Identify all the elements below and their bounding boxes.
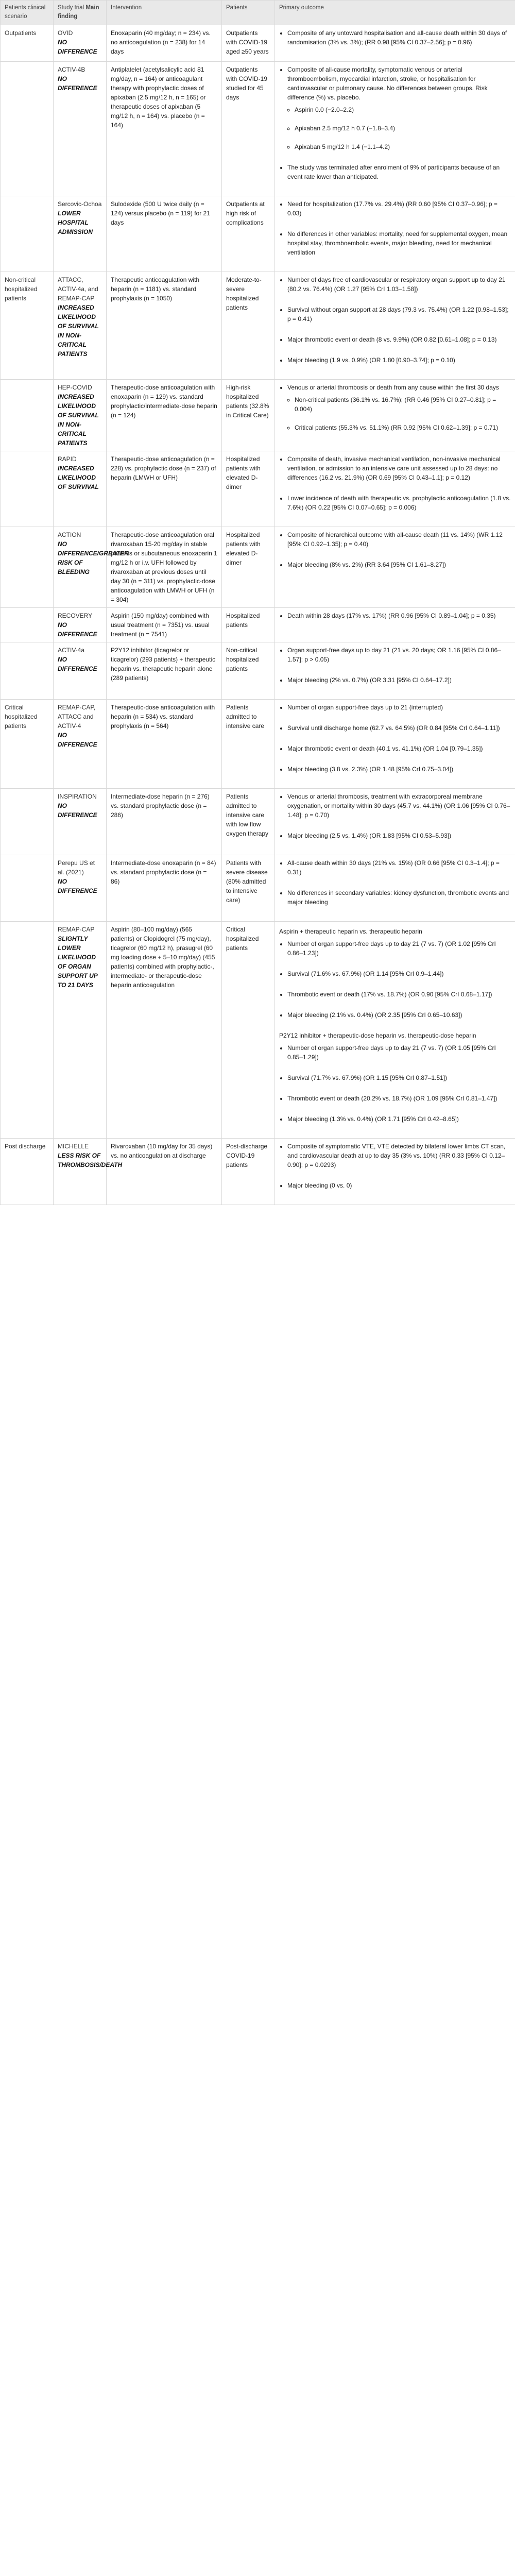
outcome-list bbox=[279, 65, 511, 181]
study-cell bbox=[54, 379, 107, 451]
study-name: OVID bbox=[58, 29, 73, 37]
scenario-cell bbox=[1, 527, 54, 607]
study-name: HEP-COVID bbox=[58, 383, 92, 391]
outcome-list bbox=[279, 28, 511, 47]
main-finding: INCREASED LIKELIHOOD OF SURVIVAL IN NON-CRITICAL PATIENTS bbox=[58, 303, 99, 358]
intervention-cell: Aspirin (150 mg/day) combined with usual treatment (n = 7351) vs. usual treatment (n = 7541) bbox=[107, 607, 222, 642]
outcome-item: • Number of organ support-free days up to 21 (interrupted) bbox=[287, 703, 511, 712]
outcome-sublist bbox=[287, 105, 511, 151]
outcome-item: • Major thrombotic event or death (8 vs. 9.9%) (OR 0.82 [0.61–1.08]; p = 0.13) bbox=[287, 335, 511, 344]
outcome-cell bbox=[275, 379, 515, 451]
study-cell bbox=[54, 451, 107, 527]
scenario-cell: Outpatients bbox=[1, 25, 54, 61]
study-cell bbox=[54, 607, 107, 642]
patients-cell: Hospitalized patients with elevated D-dimer bbox=[222, 527, 275, 607]
outcome-item: • Major bleeding (1.3% vs. 0.4%) (OR 1.71 [95% CrI 0.42–8.65]) bbox=[287, 1114, 511, 1124]
intervention-cell: Antiplatelet (acetylsalicylic acid 81 mg/day, n = 164) or anticoagulant therapy with prophylactic doses of apixaban (2.5 mg/12 h, n = 165) or therapeutic doses of apixaban (5 mg/12 h, n = 164) vs. placebo (n = 164) bbox=[107, 61, 222, 196]
patients-cell: Non-critical hospitalized patients bbox=[222, 642, 275, 699]
outcome-item: • Number of organ support-free days up to day 21 (7 vs. 7) (OR 1.02 [95% CrI 0.86–1.23]) bbox=[287, 939, 511, 958]
table-body bbox=[1, 25, 515, 1205]
study-cell bbox=[54, 527, 129, 607]
patients-cell: Outpatients with COVID-19 studied for 45 days bbox=[222, 61, 275, 196]
intervention-cell: Aspirin (80–100 mg/day) (565 patients) or Clopidogrel (75 mg/day), ticagrelor (60 mg/12 h), prasugrel (60 mg loading dose + 5–10 mg/day) (455 patients) combined with prophylactic-, intermediate- or therapeutic-dose heparin anticoagulation bbox=[107, 921, 222, 1138]
outcome-cell bbox=[275, 642, 515, 699]
outcome-cell bbox=[275, 855, 515, 921]
outcome-subitem: ◦ Non-critical patients (36.1% vs. 16.7%); (RR 0.46 [95% CI 0.27–0.81]; p = 0.004) bbox=[295, 395, 511, 414]
outcome-item: • Major bleeding (3.8 vs. 2.3%) (OR 1.48 [95% CrI 0.75–3.04]) bbox=[287, 765, 511, 774]
outcome-cell bbox=[275, 272, 515, 379]
outcome-item: • All-cause death within 30 days (21% vs. 15%) (OR 0.66 [95% CI 0.3–1.4]; p = 0.31) bbox=[287, 858, 511, 877]
intervention-cell: P2Y12 inhibitor (ticagrelor or ticagrelor) (293 patients) + therapeutic heparin vs. therapeutic heparin alone (289 patients) bbox=[107, 642, 222, 699]
patients-cell: Patients admitted to intensive care bbox=[222, 699, 275, 788]
table-row bbox=[1, 921, 515, 1138]
intervention-cell: Therapeutic-dose anticoagulation with enoxaparin (n = 129) vs. standard prophylactic/intermediate-dose heparin (n = 124) bbox=[107, 379, 222, 451]
study-cell bbox=[54, 921, 107, 1138]
table-header-row bbox=[1, 1, 515, 25]
outcome-list bbox=[279, 1142, 511, 1190]
intervention-cell: Sulodexide (500 U twice daily (n = 124) versus placebo (n = 119) for 21 days bbox=[107, 196, 222, 272]
study-name: ATTACC, ACTIV-4a, and REMAP-CAP bbox=[58, 276, 98, 302]
study-cell bbox=[54, 25, 107, 61]
scenario-cell bbox=[1, 451, 54, 527]
outcome-item: • Number of organ support-free days up to day 21 (7 vs. 7) (OR 1.05 [95% CrI 0.85–1.29]) bbox=[287, 1043, 511, 1062]
outcome-list bbox=[279, 646, 511, 685]
study-name: RECOVERY bbox=[58, 612, 93, 619]
main-finding: NO DIFFERENCE bbox=[58, 655, 97, 672]
patients-cell: Patients with severe disease (80% admitted to intensive care) bbox=[222, 855, 275, 921]
patients-cell: Critical hospitalized patients bbox=[222, 921, 275, 1138]
outcome-item: • Lower incidence of death with therapeutic vs. prophylactic anticoagulation (1.8 vs. 7.6%) (OR 0.22 [95% CI 0.07–0.65]; p = 0.006) bbox=[287, 494, 511, 512]
outcome-item: • Major bleeding (2.1% vs. 0.4%) (OR 2.35 [95% CrI 0.65–10.63]) bbox=[287, 1010, 511, 1020]
study-name: ACTION bbox=[58, 531, 81, 538]
main-finding: NO DIFFERENCE bbox=[58, 38, 97, 55]
patients-cell: Hospitalized patients bbox=[222, 607, 275, 642]
main-finding: INCREASED LIKELIHOOD OF SURVIVAL bbox=[58, 464, 99, 490]
study-name: REMAP-CAP, ATTACC and ACTIV-4 bbox=[58, 703, 96, 730]
table-row bbox=[1, 196, 515, 272]
outcome-subitem: ◦ Apixaban 2.5 mg/12 h 0.7 (−1.8–3.4) bbox=[295, 124, 511, 133]
outcome-subitem: ◦ Aspirin 0.0 (−2.0–2.2) bbox=[295, 105, 511, 114]
patients-cell: Post-discharge COVID-19 patients bbox=[222, 1138, 275, 1205]
scenario-cell bbox=[1, 921, 54, 1138]
outcome-cell bbox=[275, 451, 515, 527]
scenario-cell bbox=[1, 607, 54, 642]
outcome-item: • The study was terminated after enrolment of 9% of participants because of an event rate lower than anticipated. bbox=[287, 163, 511, 181]
main-finding: SLIGHTLY LOWER LIKELIHOOD OF ORGAN SUPPORT UP TO 21 DAYS bbox=[58, 935, 98, 989]
outcome-item: • Venous or arterial thrombosis, treatment with extracorporeal membrane oxygenation, or mortality within 30 days (45.7 vs. 44.1%) (OR 1.06 [95% CI 0.76–1.48]; p = 0.70) bbox=[287, 792, 511, 820]
study-name: Sercovic-Ochoa bbox=[58, 200, 102, 208]
table-row bbox=[1, 788, 515, 855]
study-cell bbox=[54, 61, 107, 196]
table-row bbox=[1, 607, 515, 642]
scenario-cell bbox=[1, 855, 54, 921]
outcome-item: • Need for hospitalization (17.7% vs. 29.4%) (RR 0.60 [95% CI 0.37–0.96]; p = 0.03) bbox=[287, 199, 511, 218]
outcome-list bbox=[279, 1043, 511, 1124]
outcome-item: • Survival until discharge home (62.7 vs. 64.5%) (OR 0.84 [95% CrI 0.64–1.11]) bbox=[287, 723, 511, 733]
study-cell bbox=[54, 642, 107, 699]
outcome-item: • Major bleeding (8% vs. 2%) (RR 3.64 [95% CI 1.61–8.27]) bbox=[287, 560, 511, 569]
scenario-cell bbox=[1, 788, 54, 855]
outcome-item: • Organ support-free days up to day 21 (21 vs. 20 days; OR 1.16 [95% CI 0.86–1.57]; p > 0.05) bbox=[287, 646, 511, 664]
study-name: REMAP-CAP bbox=[58, 925, 95, 933]
patients-cell: Outpatients with COVID-19 aged ≥50 years bbox=[222, 25, 275, 61]
outcome-item: • Composite of hierarchical outcome with all-cause death (11 vs. 14%) (WR 1.12 [95% CI 0.92–1.35]; p = 0.40) bbox=[287, 530, 511, 549]
header-study: Study trial Main finding bbox=[54, 1, 107, 25]
outcome-subhead: P2Y12 inhibitor + therapeutic-dose heparin vs. therapeutic-dose heparin bbox=[279, 1031, 476, 1039]
outcome-item: • Thrombotic event or death (20.2% vs. 18.7%) (OR 1.09 [95% CrI 0.81–1.47]) bbox=[287, 1094, 511, 1103]
outcome-item: • Major bleeding (1.9 vs. 0.9%) (OR 1.80 [0.90–3.74]; p = 0.10) bbox=[287, 355, 511, 365]
study-cell bbox=[54, 272, 107, 379]
outcome-list bbox=[279, 199, 511, 257]
patients-cell: Moderate-to-severe hospitalized patients bbox=[222, 272, 275, 379]
outcome-item: • Composite of any untoward hospitalisation and all-cause death within 30 days of randomisation (3% vs. 3%); (RR 0.98 [95% CI 0.37–2.56]; p = 0.96) bbox=[287, 28, 511, 47]
study-name: Perepu US et al. (2021) bbox=[58, 859, 95, 876]
outcome-subhead: Aspirin + therapeutic heparin vs. therapeutic heparin bbox=[279, 927, 422, 935]
outcome-item: • Composite of all-cause mortality, symptomatic venous or arterial thromboembolism, myocardial infarction, stroke, or hospitalisation for cardiovascular or pulmonary cause. No differences between groups. Risk difference (%) vs. placebo. ◦ Aspirin 0.0 (−2.0–2.2) ◦ Apixaban 2.5 mg/12 h 0.7 (−1.8–3.4) ◦ Apixaban 5 mg/12 h 1.4 (−1.1–4.2) bbox=[287, 65, 511, 151]
outcome-item: • Thrombotic event or death (17% vs. 18.7%) (OR 0.90 [95% CrI 0.68–1.17]) bbox=[287, 990, 511, 999]
outcome-item: • Survival (71.7% vs. 67.9%) (OR 1.15 [95% CrI 0.87–1.51]) bbox=[287, 1073, 511, 1082]
outcome-cell bbox=[275, 921, 515, 1138]
header-patients: Patients bbox=[222, 1, 275, 25]
study-name: MICHELLE bbox=[58, 1142, 89, 1150]
table-row bbox=[1, 1138, 515, 1205]
outcome-cell bbox=[275, 61, 515, 196]
main-finding: LOWER HOSPITAL ADMISSION bbox=[58, 209, 93, 235]
scenario-cell bbox=[1, 642, 54, 699]
trials-table bbox=[0, 0, 515, 1205]
outcome-list bbox=[279, 792, 511, 840]
outcome-list bbox=[279, 530, 511, 569]
patients-cell: Outpatients at high risk of complications bbox=[222, 196, 275, 272]
study-cell bbox=[54, 1138, 123, 1205]
outcome-list bbox=[279, 939, 511, 1020]
outcome-list bbox=[279, 703, 511, 774]
outcome-item: • Number of days free of cardiovascular or respiratory organ support up to day 21 (80.2 vs. 76.4%) (OR 1.27 [95% CrI 1.03–1.58]) bbox=[287, 275, 511, 294]
outcome-item: • Major thrombotic event or death (40.1 vs. 41.1%) (OR 1.04 [0.79–1.35]) bbox=[287, 744, 511, 753]
outcome-item: • Survival without organ support at 28 days (79.3 vs. 75.4%) (OR 1.22 [0.98–1.53]; p = 0.41) bbox=[287, 305, 511, 324]
outcome-item: • Composite of death, invasive mechanical ventilation, non-invasive mechanical ventilation, or admission to an intensive care unit assessed up to 28 days: no differences (16.2 vs. 21.9%) (OR 0.69 [95% CI 0.43–1.1]; p = 0.12) bbox=[287, 454, 511, 482]
outcome-list bbox=[279, 275, 511, 365]
outcome-list bbox=[279, 858, 511, 907]
scenario-cell: Post discharge bbox=[1, 1138, 54, 1205]
outcome-subitem: ◦ Apixaban 5 mg/12 h 1.4 (−1.1–4.2) bbox=[295, 142, 511, 151]
table-row bbox=[1, 451, 515, 527]
outcome-item: • Survival (71.6% vs. 67.9%) (OR 1.14 [95% CrI 0.9–1.44]) bbox=[287, 969, 511, 978]
study-name: INSPIRATION bbox=[58, 792, 97, 800]
main-finding: NO DIFFERENCE bbox=[58, 877, 97, 894]
table-row bbox=[1, 25, 515, 61]
main-finding: NO DIFFERENCE bbox=[58, 802, 97, 819]
study-name: RAPID bbox=[58, 455, 77, 463]
scenario-cell: Critical hospitalized patients bbox=[1, 699, 54, 788]
study-name: ACTIV-4B bbox=[58, 65, 85, 73]
intervention-cell: Intermediate-dose enoxaparin (n = 84) vs. standard prophylactic dose (n = 86) bbox=[107, 855, 222, 921]
main-finding: NO DIFFERENCE bbox=[58, 75, 97, 92]
main-finding: NO DIFFERENCE/GREATER RISK OF BLEEDING bbox=[58, 540, 129, 575]
intervention-cell: Intermediate-dose heparin (n = 276) vs. standard prophylactic dose (n = 286) bbox=[107, 788, 222, 855]
table-row bbox=[1, 699, 515, 788]
intervention-cell: Therapeutic-dose anticoagulation with heparin (n = 534) vs. standard prophylaxis (n = 564) bbox=[107, 699, 222, 788]
outcome-cell bbox=[275, 788, 515, 855]
main-finding: NO DIFFERENCE bbox=[58, 731, 97, 748]
study-cell bbox=[54, 699, 107, 788]
header-outcome: Primary outcome bbox=[275, 1, 515, 25]
outcome-cell bbox=[275, 196, 515, 272]
outcome-subitem: ◦ Critical patients (55.3% vs. 51.1%) (RR 0.92 [95% CI 0.62–1.39]; p = 0.71) bbox=[295, 423, 511, 432]
study-cell bbox=[54, 788, 107, 855]
outcome-item: • Major bleeding (0 vs. 0) bbox=[287, 1181, 511, 1190]
intervention-cell: Therapeutic anticoagulation with heparin (n = 1181) vs. standard prophylaxis (n = 1050) bbox=[107, 272, 222, 379]
outcome-item: • No differences in other variables: mortality, need for supplemental oxygen, mean hospital stay, thromboembolic events, major bleeding, need for mechanical ventilation bbox=[287, 229, 511, 257]
table-row bbox=[1, 527, 515, 607]
main-finding: NO DIFFERENCE bbox=[58, 621, 97, 638]
main-finding: LESS RISK OF THROMBOSIS/DEATH bbox=[58, 1151, 123, 1168]
outcome-cell bbox=[275, 527, 515, 607]
header-intervention: Intervention bbox=[107, 1, 222, 25]
outcome-cell bbox=[275, 25, 515, 61]
study-name: ACTIV-4a bbox=[58, 646, 85, 654]
outcome-item: • Composite of symptomatic VTE, VTE detected by bilateral lower limbs CT scan, and cardiovascular death at up to day 35 (3% vs. 10%) (RR 0.33 [95% CI 0.12–0.90]; p = 0.0293) bbox=[287, 1142, 511, 1170]
header-scenario: Patients clinical scenario bbox=[1, 1, 54, 25]
main-finding: INCREASED LIKELIHOOD OF SURVIVAL IN NON-CRITICAL PATIENTS bbox=[58, 393, 99, 447]
outcome-cell bbox=[275, 1138, 515, 1205]
outcome-cell bbox=[275, 699, 515, 788]
intervention-cell: Therapeutic-dose anticoagulation (n = 228) vs. prophylactic dose (n = 237) of heparin (LMWH or UFH) bbox=[107, 451, 222, 527]
outcome-list bbox=[279, 454, 511, 512]
outcome-cell bbox=[275, 607, 515, 642]
outcome-item: • Major bleeding (2.5 vs. 1.4%) (OR 1.83 [95% CI 0.53–5.93]) bbox=[287, 831, 511, 840]
patients-cell: High-risk hospitalized patients (32.8% in Critical Care) bbox=[222, 379, 275, 451]
scenario-cell bbox=[1, 61, 54, 196]
intervention-cell: Rivaroxaban (10 mg/day for 35 days) vs. no anticoagulation at discharge bbox=[107, 1138, 222, 1205]
intervention-cell: Enoxaparin (40 mg/day; n = 234) vs. no anticoagulation (n = 238) for 14 days bbox=[107, 25, 222, 61]
patients-cell: Hospitalized patients with elevated D-dimer bbox=[222, 451, 275, 527]
table-row bbox=[1, 61, 515, 196]
outcome-item: • Venous or arterial thrombosis or death from any cause within the first 30 days ◦ Non-critical patients (36.1% vs. 16.7%); (RR 0.46 [95% CI 0.27–0.81]; p = 0.004) ◦ Critical patients (55.3% vs. 51.1%) (RR 0.92 [95% CI 0.62–1.39]; p = 0.71) bbox=[287, 383, 511, 432]
table-row bbox=[1, 855, 515, 921]
table-row bbox=[1, 272, 515, 379]
study-cell bbox=[54, 855, 107, 921]
table-row bbox=[1, 379, 515, 451]
patients-cell: Patients admitted to intensive care with low flow oxygen therapy bbox=[222, 788, 275, 855]
scenario-cell bbox=[1, 379, 54, 451]
outcome-item: • No differences in secondary variables: kidney dysfunction, thrombotic events and major bleeding bbox=[287, 888, 511, 907]
outcome-list bbox=[279, 383, 511, 432]
outcome-sublist bbox=[287, 395, 511, 432]
scenario-cell bbox=[1, 196, 54, 272]
outcome-item: • Death within 28 days (17% vs. 17%) (RR 0.96 [95% CI 0.89–1.04]; p = 0.35) bbox=[287, 611, 511, 620]
outcome-list bbox=[279, 611, 511, 620]
intervention-cell: Therapeutic-dose anticoagulation oral rivaroxaban 15-20 mg/day in stable patients or subcutaneous enoxaparin 1 mg/12 h or i.v. UFH followed by rivaroxaban at previous doses until day 30 (n = 311) vs. prophylactic-dose anticoagulation with LMWH or UFH (n = 304) bbox=[107, 527, 222, 607]
scenario-cell: Non-critical hospitalized patients bbox=[1, 272, 54, 379]
outcome-item: • Major bleeding (2% vs. 0.7%) (OR 3.31 [95% CI 0.64–17.2]) bbox=[287, 675, 511, 685]
study-cell bbox=[54, 196, 107, 272]
table-row bbox=[1, 642, 515, 699]
